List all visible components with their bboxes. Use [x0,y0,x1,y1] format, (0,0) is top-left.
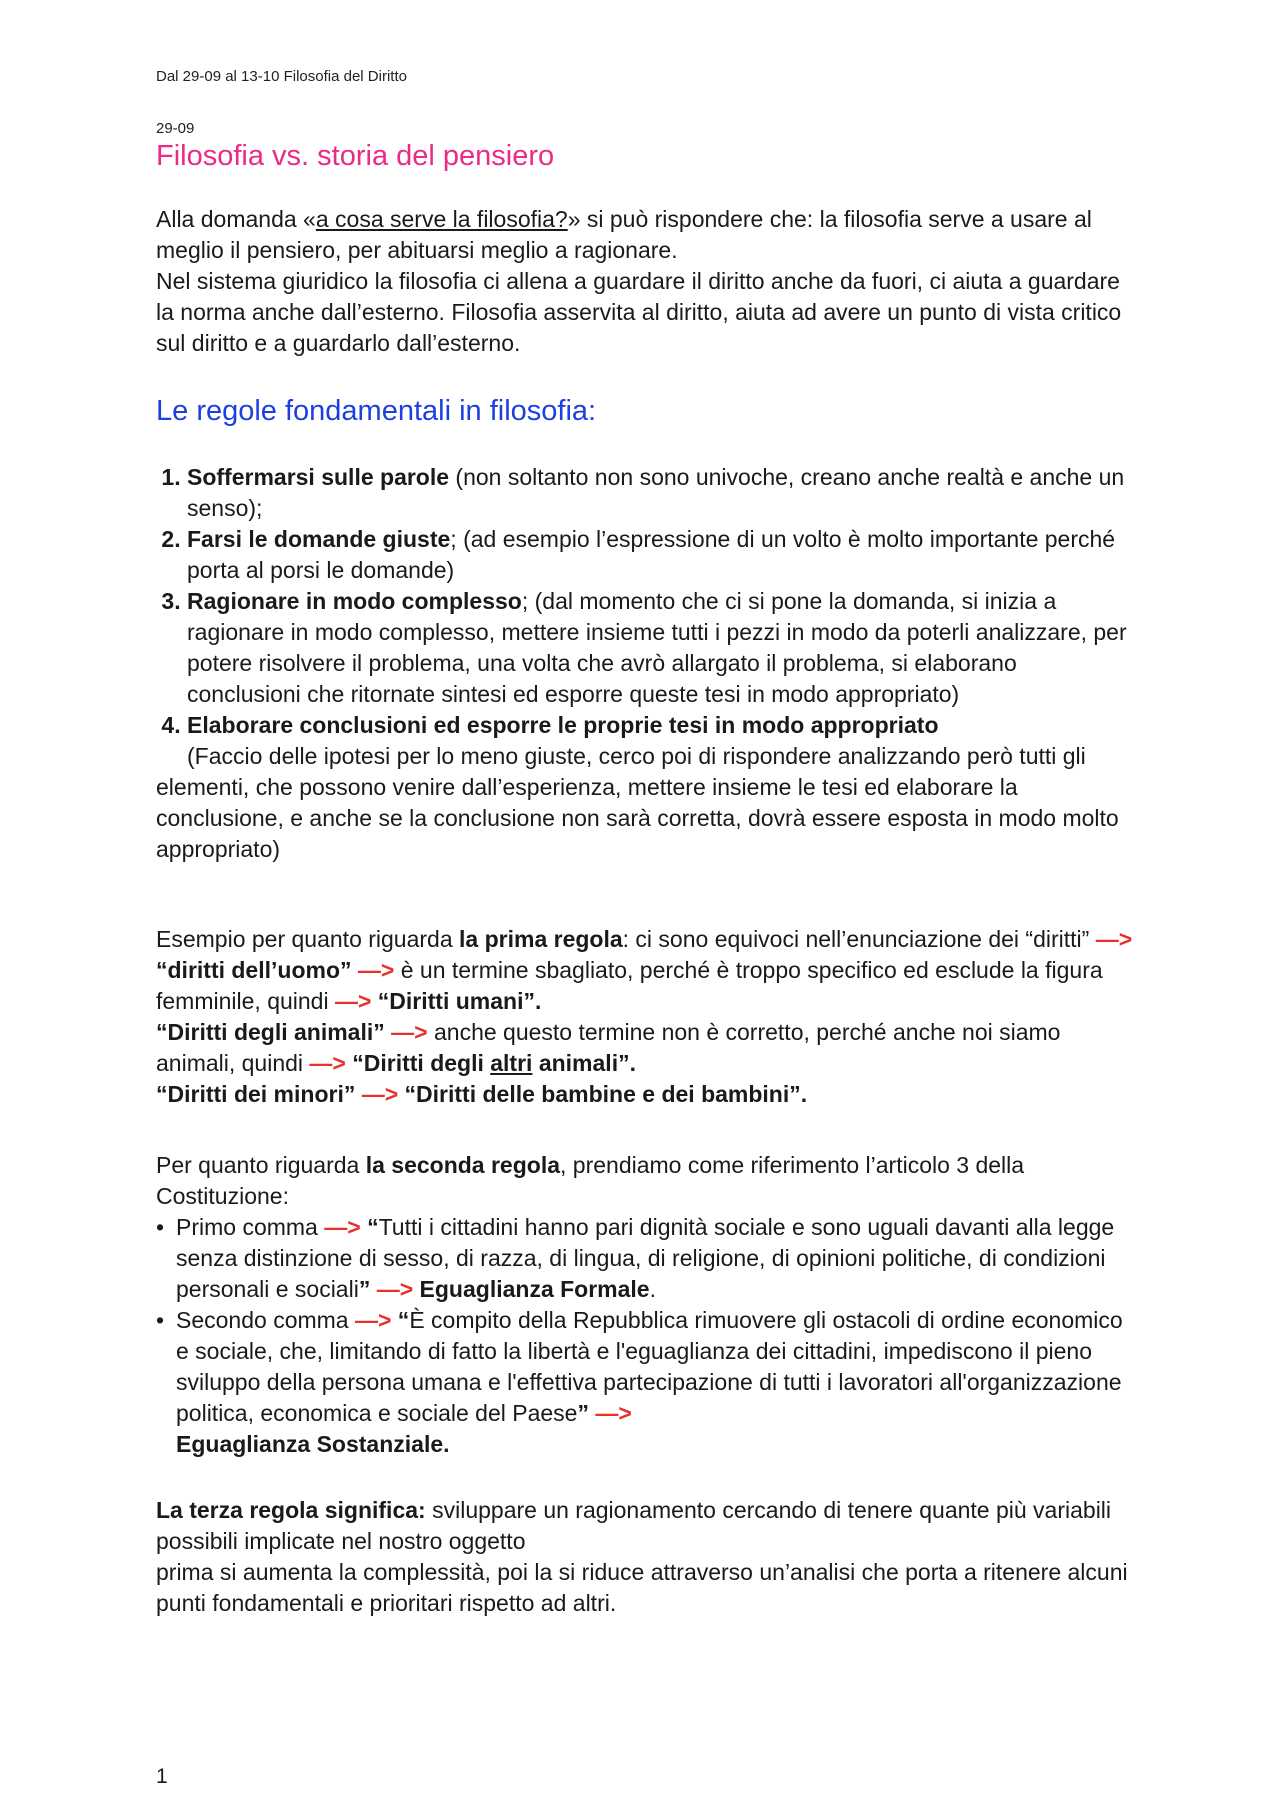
arrow-icon: —> [357,957,395,983]
page-number: 1 [156,1765,168,1788]
example-second-rule-intro: Per quanto riguarda la seconda regola, prendiamo come riferimento l’articolo 3 della Costituzione: [156,1152,1025,1209]
underlined-question: a cosa serve la filosofia? [315,206,568,232]
example-first-rule-text: Esempio per quanto riguarda la prima regola: ci sono equivoci nell’enunciazione dei “diritti” —> “diritti dell’uomo” —> è un termine sbagliato, perché è troppo specifico ed esclude la figura femminile, quindi —> “Diritti umani”. [156,926,1133,1014]
arrow-icon: —> [376,1276,414,1302]
example-minors: “Diritti dei minori” —> “Diritti delle bambine e dei bambini”. [156,1081,808,1107]
example-third-rule-text: La terza regola significa: sviluppare un ragionamento cercando di tenere quante più variabili possibili implicate nel nostro oggetto [156,1497,1112,1554]
arrow-icon: —> [391,1019,428,1045]
arrow-icon: —> [361,1081,399,1107]
rule-item-2: 2. Farsi le domande giuste; (ad esempio l’espressione di un volto è molto importante perché porta al porsi le domande) [187,524,1136,586]
intro-paragraph-1: Alla domanda «a cosa serve la filosofia?» si può rispondere che: la filosofia serve a usare al meglio il pensiero, per abituarsi meglio a ragionare. [156,206,1092,263]
example-third-rule [156,1495,1136,1619]
arrow-icon: —> [324,1214,361,1240]
arrow-icon: —> [334,988,372,1014]
running-header: Dal 29-09 al 13-10 Filosofia del Diritto [156,68,407,85]
arrow-icon: —> [354,1307,392,1333]
rule-item-4: 4. Elaborare conclusioni ed esporre le proprie tesi in modo appropriato [187,710,1136,741]
rules-list [156,462,1136,741]
rule-item-3: 3. Ragionare in modo complesso; (dal momento che ci si pone la domanda, si inizia a ragionare in modo complesso, mettere insieme tutti i pezzi in modo da poterli analizzare, per potere risolvere il problema, una volta che avrò allargato il problema, si elaborano conclusioni che ritornate sintesi ed esporre queste tesi in modo appropriato) [187,586,1136,710]
example-animals: “Diritti degli animali” —> anche questo termine non è corretto, perché anche noi siamo animali, quindi —> “Diritti degli altri animali”. [156,1019,1061,1076]
date-label: 29-09 [156,120,195,137]
rules-block [156,462,1136,865]
articolo-3-list [156,1212,1136,1460]
list-item-primo-comma: • Primo comma —> “Tutti i cittadini hanno pari dignità sociale e sono uguali davanti alla legge senza distinzione di sesso, di razza, di lingua, di religione, di opinioni politiche, di condizioni personali e sociali” —> Eguaglianza Formale. [156,1214,1115,1302]
bullet-icon: • [156,1214,165,1240]
arrow-icon: —> [595,1400,632,1426]
arrow-icon: —> [1095,926,1133,952]
section-title-filosofia: Filosofia vs. storia del pensiero [156,140,555,172]
list-item-secondo-comma: • Secondo comma —> “È compito della Repubblica rimuovere gli ostacoli di ordine economico e sociale, che, limitando di fatto la libertà e l'eguaglianza dei cittadini, impediscono il pieno sviluppo della persona umana e l'effettiva partecipazione di tutti i lavoratori all'organizzazione politica, economica e sociale del Paese” —> Eguaglianza Sostanziale. [156,1307,1123,1457]
rule-item-1: 1. Soffermarsi sulle parole (non soltanto non sono univoche, creano anche realtà e anche un senso); [187,462,1136,524]
section-title-regole: Le regole fondamentali in filosofia: [156,395,597,427]
arrow-icon: —> [309,1050,346,1076]
rule-4-note: (Faccio delle ipotesi per lo meno giuste, cerco poi di rispondere analizzando però tutti gli elementi, che possono venire dall’esperienza, mettere insieme le tesi ed elaborare la conclusione, e anche se la conclusione non sarà corretta, dovrà essere esposta in modo molto appropriato) [156,743,1119,862]
example-third-rule-text-2: prima si aumenta la complessità, poi la si riduce attraverso un’analisi che porta a ritenere alcuni punti fondamentali e prioritari rispetto ad altri. [156,1559,1128,1616]
intro-paragraph-2: Nel sistema giuridico la filosofia ci allena a guardare il diritto anche da fuori, ci aiuta a guardare la norma anche dall’esterno. Filosofia asservita al diritto, aiuta ad avere un punto di vista critico sul diritto e a guardarlo dall’esterno. [156,268,1122,356]
bullet-icon: • [156,1307,165,1333]
example-first-rule [156,924,1136,1110]
example-second-rule [156,1150,1136,1460]
intro-paragraphs [156,204,1136,359]
